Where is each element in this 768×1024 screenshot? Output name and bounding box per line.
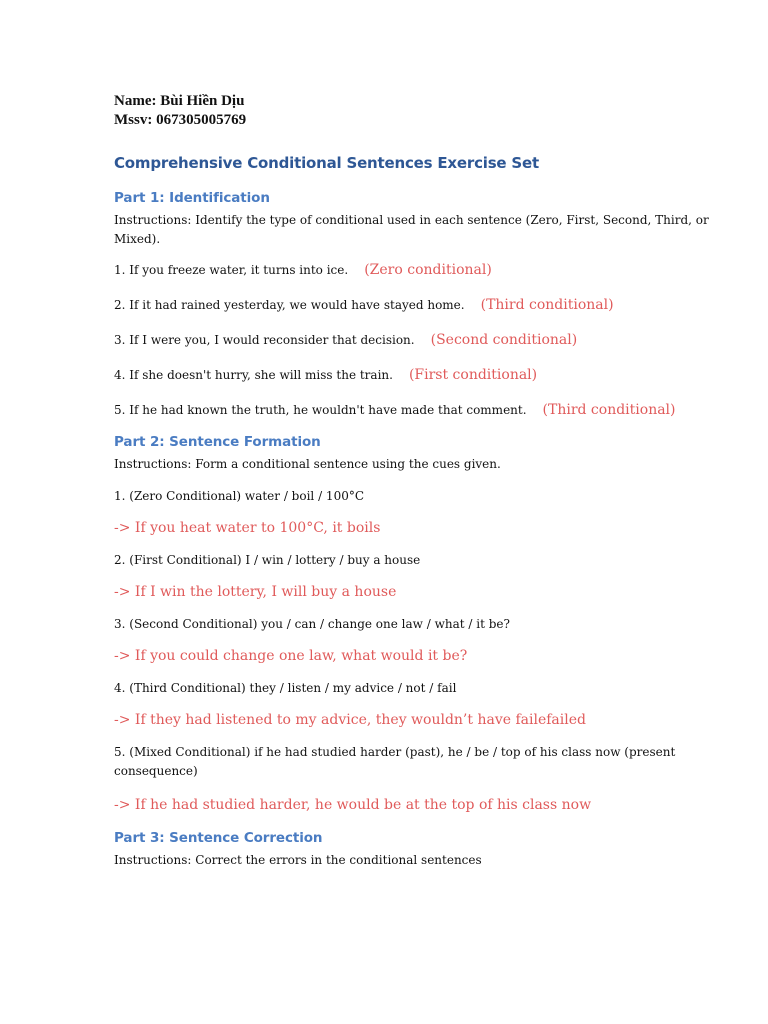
part2-answer-4: -> If they had listened to my advice, they wouldn’t have failefailed <box>114 712 586 728</box>
part2-cue-3: 3. (Second Conditional) you / can / change one law / what / it be? <box>114 617 510 631</box>
part2-instructions: Instructions: Form a conditional sentence using the cues given. <box>114 457 501 471</box>
part3-instructions: Instructions: Correct the errors in the conditional sentences <box>114 853 482 867</box>
part1-answer: (Second conditional) <box>430 332 578 348</box>
part1-sentence: 4. If she doesn't hurry, she will miss the train. <box>114 368 393 382</box>
part2-cue-5: 5. (Mixed Conditional) if he had studied harder (past), he / be / top of his class now (present consequence) <box>114 745 676 778</box>
part1-item-2 <box>114 296 714 314</box>
part1-answer: (Third conditional) <box>480 297 614 313</box>
document-title: Comprehensive Conditional Sentences Exercise Set <box>114 154 539 172</box>
part1-instructions: Instructions: Identify the type of conditional used in each sentence (Zero, First, Second, Third, or Mixed). <box>114 213 709 246</box>
part2-cue-4: 4. (Third Conditional) they / listen / my advice / not / fail <box>114 681 457 695</box>
part1-sentence: 1. If you freeze water, it turns into ice. <box>114 263 349 277</box>
document-page <box>114 92 714 870</box>
part1-answer: (Zero conditional) <box>364 262 492 278</box>
part1-item-4 <box>114 366 714 384</box>
part1-answer: (Third conditional) <box>542 402 676 418</box>
part2-cue-2: 2. (First Conditional) I / win / lottery / buy a house <box>114 553 421 567</box>
part2-answer-5: -> If he had studied harder, he would be at the top of his class now <box>114 797 592 813</box>
part1-answer: (First conditional) <box>408 367 538 383</box>
part1-item-3 <box>114 331 714 349</box>
part1-item-5 <box>114 401 714 419</box>
part2-answer-2: -> If I win the lottery, I will buy a house <box>114 584 397 600</box>
part2-answer-1: -> If you heat water to 100°C, it boils <box>114 520 381 536</box>
part3-heading: Part 3: Sentence Correction <box>114 830 323 846</box>
part2-cue-1: 1. (Zero Conditional) water / boil / 100°C <box>114 489 365 503</box>
part1-item-1 <box>114 261 714 279</box>
part2-heading: Part 2: Sentence Formation <box>114 434 321 450</box>
part1-heading: Part 1: Identification <box>114 190 270 206</box>
part2-answer-3: -> If you could change one law, what would it be? <box>114 648 468 664</box>
student-id: Mssv: 067305005769 <box>114 112 247 128</box>
part1-sentence: 3. If I were you, I would reconsider that decision. <box>114 333 415 347</box>
student-name: Name: Bùi Hiền Dịu <box>114 93 245 109</box>
part1-sentence: 5. If he had known the truth, he wouldn't have made that comment. <box>114 403 527 417</box>
part1-sentence: 2. If it had rained yesterday, we would have stayed home. <box>114 298 465 312</box>
